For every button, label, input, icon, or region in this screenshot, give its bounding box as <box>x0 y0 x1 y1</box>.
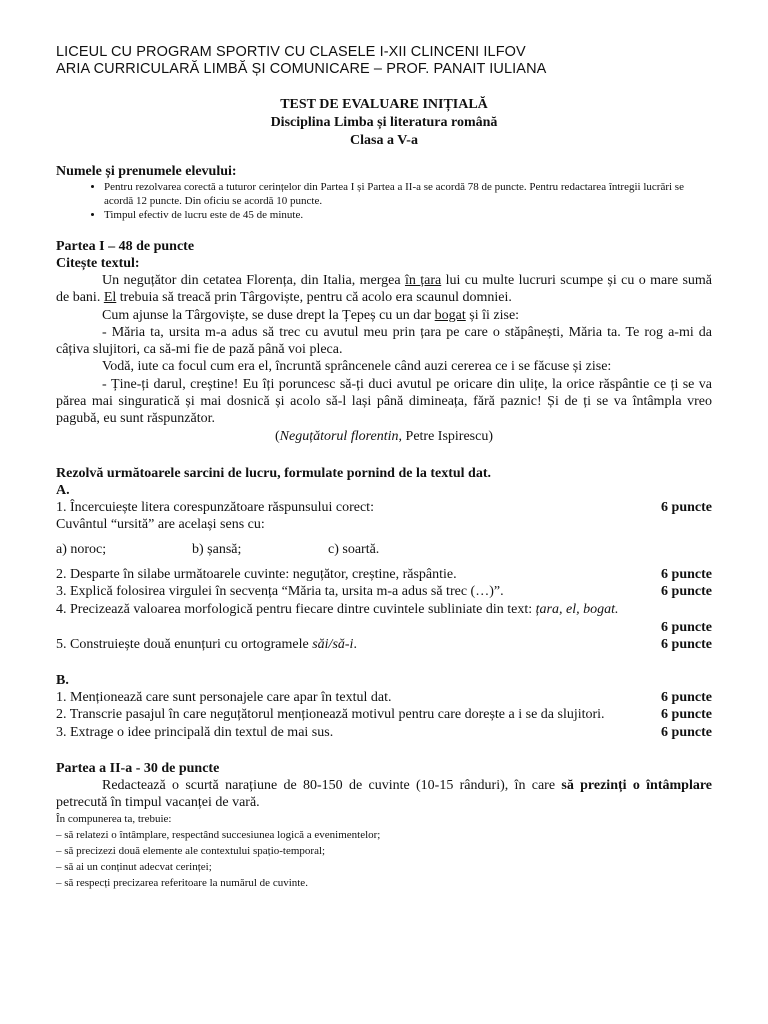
option-b[interactable]: b) șansă; <box>192 541 242 557</box>
rule-item: • Timpul efectiv de lucru este de 45 de minute. <box>104 208 712 222</box>
text-paragraph: - Măria ta, ursita m-a adus să trec cu avutul meu prin țara pe care o stăpânești, Măria ta. Te rog a-mi da câțiva slujitori, ca să-mi fie de pază până voi pleca. <box>56 324 712 358</box>
task-b2: 2. Transcrie pasajul în care neguțătorul menționează motivul pentru care dorește a i se da slujitori. 6 puncte <box>56 707 712 723</box>
task-points: 6 puncte <box>661 725 712 741</box>
document-header <box>56 44 712 78</box>
class-title: Clasa a V-a <box>350 133 418 148</box>
option-c[interactable]: c) soartă. <box>328 541 380 557</box>
task-points: 6 puncte <box>661 566 712 582</box>
underlined-word: El <box>103 290 117 306</box>
section-b-label: B. <box>56 672 69 688</box>
task-points: 6 puncte <box>661 637 712 653</box>
task-a1: 1. Încercuiește litera corespunzătoare răspunsului corect: 6 puncte <box>56 499 712 515</box>
school-name: LICEUL CU PROGRAM SPORTIV CU CLASELE I-XII CLINCENI ILFOV <box>56 44 526 60</box>
task-a3: 3. Explică folosirea virgulei în secvența “Măria ta, ursita m-a adus să trec (…)”. 6 puncte <box>56 584 712 600</box>
task-points: 6 puncte <box>661 619 712 635</box>
curricular-area: ARIA CURRICULARĂ LIMBĂ ȘI COMUNICARE – PROF. PANAIT IULIANA <box>56 61 547 77</box>
part2-title: Partea a II-a - 30 de puncte <box>56 760 220 776</box>
test-title: TEST DE EVALUARE INIȚIALĂ <box>280 97 488 112</box>
task-b1: 1. Menționează care sunt personajele care apar în textul dat. 6 puncte <box>56 689 712 705</box>
requirement-item: – să respecți precizarea referitoare la numărul de cuvinte. <box>56 877 308 890</box>
requirements-intro: În compunerea ta, trebuie: <box>56 813 172 826</box>
task-a2: 2. Desparte în silabe următoarele cuvinte: neguțător, creștine, răspântie. 6 puncte <box>56 566 712 582</box>
text-paragraph: Vodă, iute ca focul cum era el, încruntă sprâncenele când auzi cererea ce i se făcuse și zise: <box>102 359 612 375</box>
task-b3: 3. Extrage o idee principală din textul de mai sus. 6 puncte <box>56 725 712 741</box>
task-a5: 5. Construiește două enunțuri cu ortogramele săi/să-i. 6 puncte <box>56 637 712 653</box>
title-block <box>56 96 712 150</box>
underlined-word: în țara <box>404 273 442 288</box>
task-points: 6 puncte <box>661 707 712 723</box>
rule-item: • Pentru rezolvarea corectă a tuturor cerințelor din Partea I și Partea a II-a se acordă 78 de puncte. Pentru redactarea întregii lucrări se acordă 12 puncte. Din oficiu se acordă 10 puncte. <box>104 180 712 208</box>
task-points: 6 puncte <box>661 499 712 515</box>
task-a4: 4. Precizează valoarea morfologică pentru fiecare dintre cuvintele subliniate din text: țara, el, bogat. <box>56 602 619 618</box>
discipline-title: Disciplina Limba și literatura română <box>270 115 498 130</box>
part1-title: Partea I – 48 de puncte <box>56 239 195 254</box>
text-paragraph: Cum ajunse la Târgoviște, se duse drept la Țepeș cu un dar bogat și îi zise: <box>102 307 520 323</box>
requirement-item: – să relatezi o întâmplare, respectând succesiunea logică a evenimentelor; <box>56 829 381 842</box>
requirement-item: – să ai un conținut adecvat cerinței; <box>56 861 212 874</box>
section-a-label: A. <box>56 482 70 498</box>
task-points: 6 puncte <box>661 584 712 600</box>
underlined-word: bogat <box>434 307 466 323</box>
rules-list <box>56 180 712 222</box>
answer-options <box>56 542 712 558</box>
text-paragraph: Un neguțător din cetatea Florența, din Italia, mergea în țara lui cu multe lucruri scumpe și cu o mare sumă de bani. El trebuia să treacă prin Târgoviște, pentru că acolo era scaunul domniei. <box>56 273 713 306</box>
task-points: 6 puncte <box>661 689 712 705</box>
reading-text <box>56 272 712 445</box>
task-a1-question: Cuvântul “ursită” are același sens cu: <box>56 517 265 533</box>
tasks-title: Rezolvă următoarele sarcini de lucru, formulate pornind de la textul dat. <box>56 465 491 481</box>
text-source: (Neguțătorul florentin, Petre Ispirescu) <box>274 428 493 444</box>
part2-task: Redactează o scurtă narațiune de 80-150 de cuvinte (10-15 rânduri), în care să prezinți o întâmplare petrecută în timpul vacanței de vară. <box>56 777 713 810</box>
student-name-label: Numele și prenumele elevului: <box>56 164 237 179</box>
requirement-item: – să precizezi două elemente ale contextului spațio-temporal; <box>56 845 326 858</box>
text-paragraph: - Ține-ți darul, creștine! Eu îți poruncesc să-ți duci avutul pe oricare din ulițe, la orice răspântie ce ți se va părea mai singuratică și mai dosnică și acolo să-l lași până dimineața, fără paznic! Și de ți se va întâmpla vreo pagubă, eu sunt răspunzător. <box>56 376 712 427</box>
option-a[interactable]: a) noroc; <box>56 541 107 557</box>
read-instruction: Citește textul: <box>56 256 140 271</box>
